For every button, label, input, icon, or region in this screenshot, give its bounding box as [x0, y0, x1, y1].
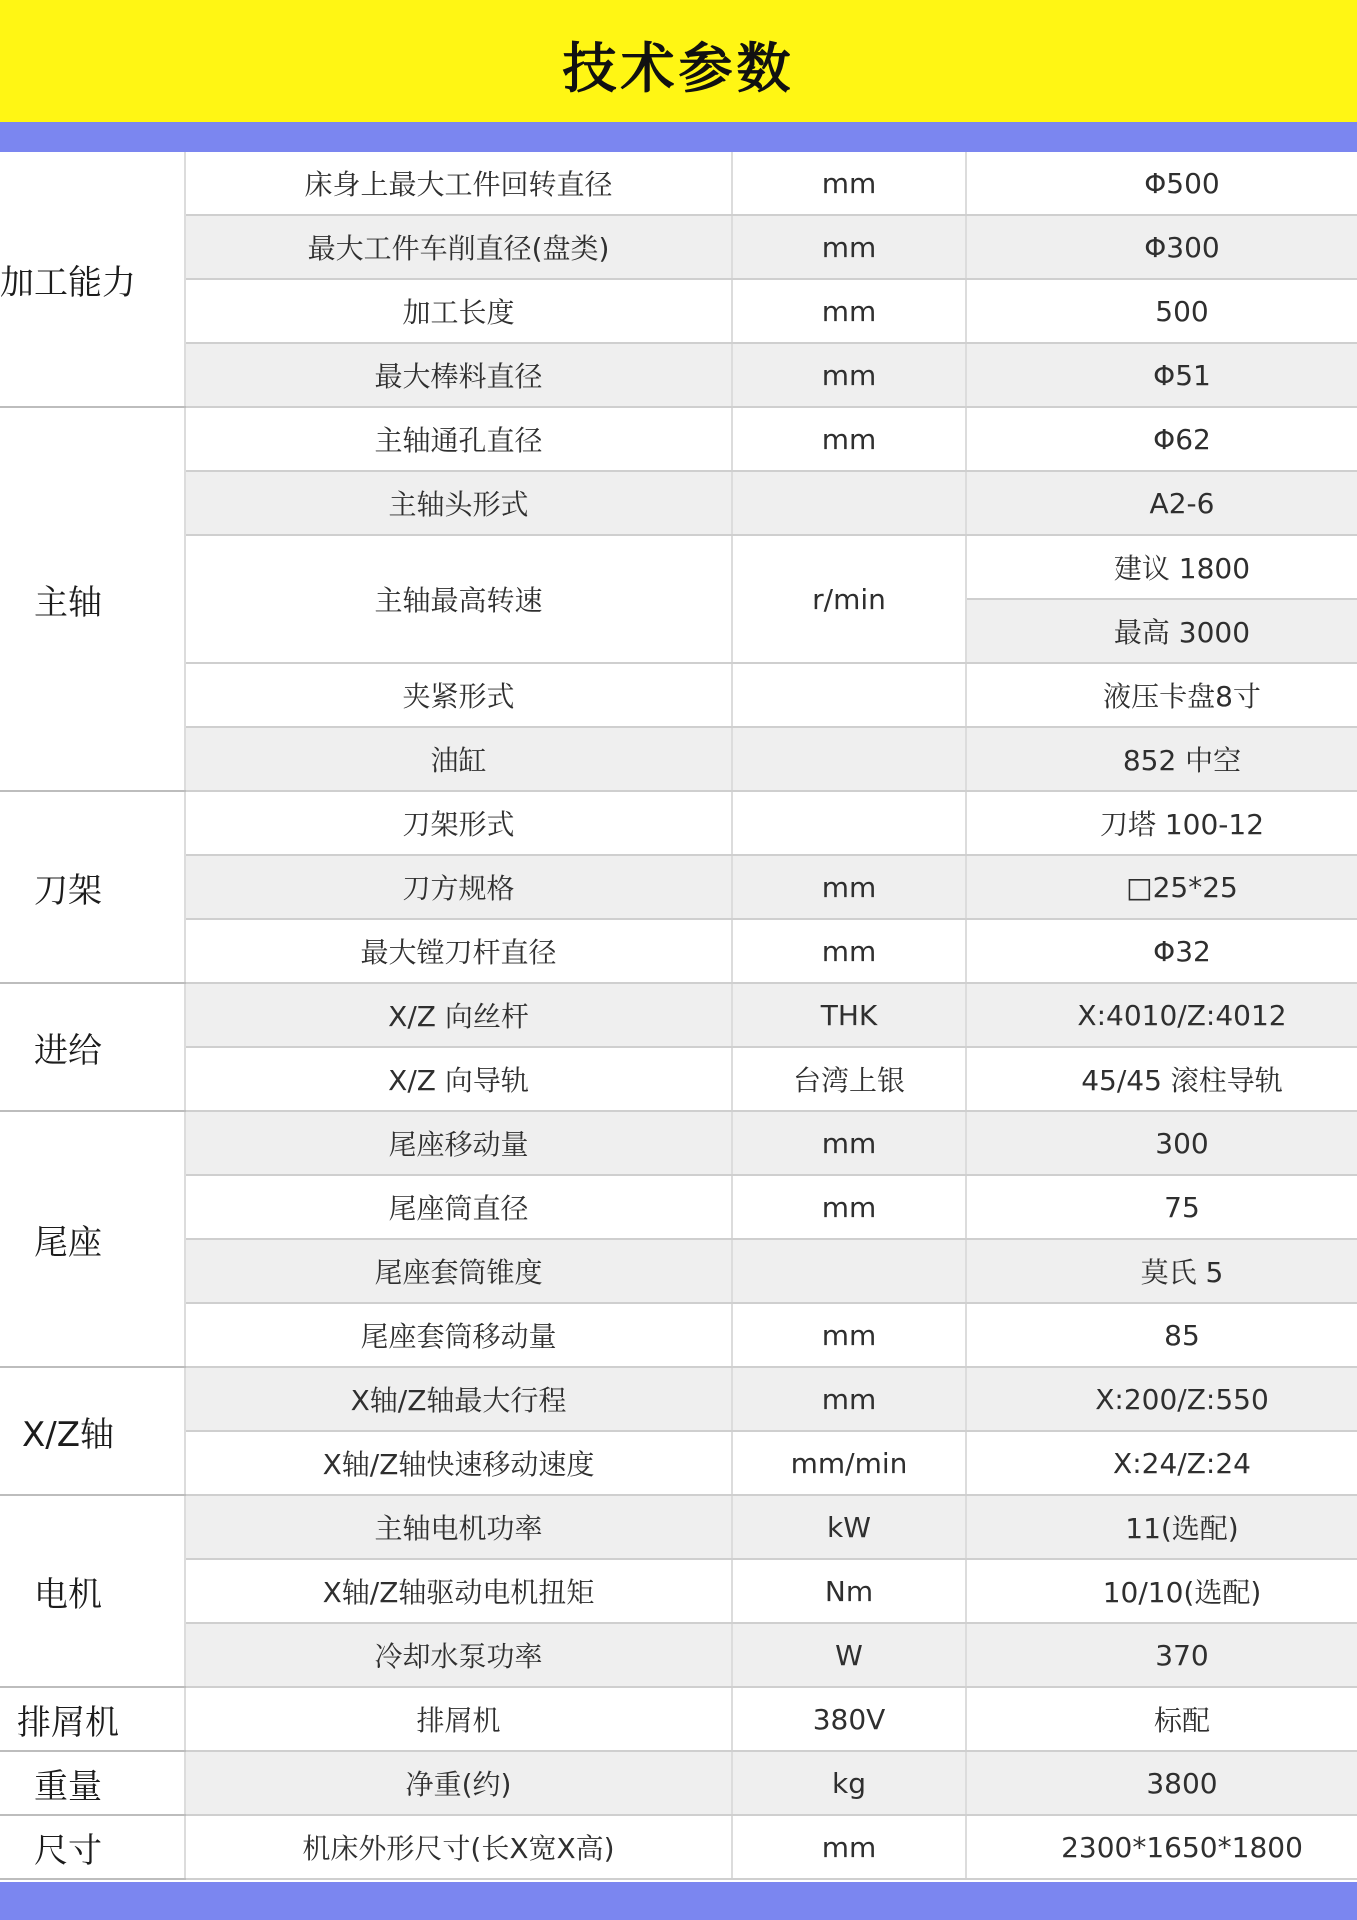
table-row: [0, 791, 1357, 855]
param-name-cell: X轴/Z轴最大行程: [185, 1367, 732, 1431]
table-row: [0, 1687, 1357, 1751]
table-row: [0, 919, 1357, 983]
unit-cell: kW: [732, 1495, 966, 1559]
unit-cell: [732, 663, 966, 727]
spec-table-container: [0, 152, 1357, 1882]
table-row: [0, 343, 1357, 407]
table-row: [0, 1175, 1357, 1239]
table-row: [0, 1047, 1357, 1111]
value-cell: □25*25: [966, 855, 1357, 919]
unit-cell: W: [732, 1623, 966, 1687]
value-cell: 建议 1800: [966, 535, 1357, 599]
param-name-cell: 尾座套筒锥度: [185, 1239, 732, 1303]
value-cell: 370: [966, 1623, 1357, 1687]
param-name-cell: 夹紧形式: [185, 663, 732, 727]
unit-cell: mm: [732, 1815, 966, 1879]
value-cell: 最高 3000: [966, 599, 1357, 663]
category-cell: [0, 1815, 185, 1879]
table-row: [0, 407, 1357, 471]
value-cell: Φ32: [966, 919, 1357, 983]
category-cell: [0, 1111, 185, 1367]
unit-cell: THK: [732, 983, 966, 1047]
unit-cell: mm: [732, 855, 966, 919]
category-cell: [0, 1687, 185, 1751]
category-label: 排屑机: [17, 1702, 119, 1743]
table-row: [0, 727, 1357, 791]
unit-cell: mm: [732, 1175, 966, 1239]
table-row: [0, 471, 1357, 535]
table-row: [0, 279, 1357, 343]
value-cell: 11(选配): [966, 1495, 1357, 1559]
unit-cell: [732, 727, 966, 791]
table-row: [0, 535, 1357, 599]
param-name-cell: 刀架形式: [185, 791, 732, 855]
value-cell: 45/45 滚柱导轨: [966, 1047, 1357, 1111]
unit-cell: Nm: [732, 1559, 966, 1623]
category-cell: [0, 983, 185, 1111]
unit-cell: kg: [732, 1751, 966, 1815]
param-name-cell: X轴/Z轴快速移动速度: [185, 1431, 732, 1495]
value-cell: 刀塔 100-12: [966, 791, 1357, 855]
param-name-cell: 排屑机: [185, 1687, 732, 1751]
param-name-cell: 尾座套筒移动量: [185, 1303, 732, 1367]
unit-cell: r/min: [732, 535, 966, 663]
category-label: 尺寸: [34, 1830, 102, 1871]
value-cell: Φ62: [966, 407, 1357, 471]
unit-cell: mm: [732, 152, 966, 215]
table-row: [0, 663, 1357, 727]
unit-cell: mm: [732, 1367, 966, 1431]
spec-table: [0, 152, 1357, 1880]
value-cell: 300: [966, 1111, 1357, 1175]
unit-cell: mm: [732, 407, 966, 471]
category-cell: [0, 1495, 185, 1687]
page-title: 技术参数: [562, 36, 795, 100]
unit-cell: mm: [732, 343, 966, 407]
table-row: [0, 1751, 1357, 1815]
table-row: [0, 215, 1357, 279]
param-name-cell: 主轴电机功率: [185, 1495, 732, 1559]
param-name-cell: 刀方规格: [185, 855, 732, 919]
bottom-divider-band: [0, 1882, 1357, 1920]
param-name-cell: X轴/Z轴驱动电机扭矩: [185, 1559, 732, 1623]
table-row: [0, 1111, 1357, 1175]
value-cell: Φ500: [966, 152, 1357, 215]
category-label: 加工能力: [0, 262, 136, 303]
param-name-cell: 主轴头形式: [185, 471, 732, 535]
value-cell: X:24/Z:24: [966, 1431, 1357, 1495]
unit-cell: mm: [732, 1303, 966, 1367]
unit-cell: mm: [732, 919, 966, 983]
category-label: 重量: [34, 1766, 102, 1807]
value-cell: 2300*1650*1800: [966, 1815, 1357, 1879]
param-name-cell: 油缸: [185, 727, 732, 791]
param-name-cell: 最大工件车削直径(盘类): [185, 215, 732, 279]
header-banner: [0, 0, 1357, 122]
unit-cell: mm: [732, 1111, 966, 1175]
table-row: [0, 1303, 1357, 1367]
category-cell: [0, 791, 185, 983]
category-label: 电机: [34, 1574, 102, 1615]
category-cell: [0, 152, 185, 407]
param-name-cell: 主轴通孔直径: [185, 407, 732, 471]
category-label: 进给: [34, 1030, 102, 1071]
category-cell: [0, 1751, 185, 1815]
value-cell: 液压卡盘8寸: [966, 663, 1357, 727]
table-row: [0, 983, 1357, 1047]
value-cell: 75: [966, 1175, 1357, 1239]
unit-cell: [732, 1239, 966, 1303]
value-cell: A2-6: [966, 471, 1357, 535]
table-row: [0, 1559, 1357, 1623]
category-label: 尾座: [34, 1222, 102, 1263]
table-row: [0, 1239, 1357, 1303]
table-row: [0, 1815, 1357, 1879]
value-cell: 852 中空: [966, 727, 1357, 791]
value-cell: Φ300: [966, 215, 1357, 279]
param-name-cell: X/Z 向丝杆: [185, 983, 732, 1047]
value-cell: 500: [966, 279, 1357, 343]
unit-cell: mm/min: [732, 1431, 966, 1495]
value-cell: X:200/Z:550: [966, 1367, 1357, 1431]
value-cell: Φ51: [966, 343, 1357, 407]
value-cell: 标配: [966, 1687, 1357, 1751]
param-name-cell: 最大镗刀杆直径: [185, 919, 732, 983]
param-name-cell: 床身上最大工件回转直径: [185, 152, 732, 215]
category-label: 主轴: [34, 582, 102, 623]
param-name-cell: 尾座移动量: [185, 1111, 732, 1175]
value-cell: 3800: [966, 1751, 1357, 1815]
top-divider-band: [0, 122, 1357, 152]
value-cell: 10/10(选配): [966, 1559, 1357, 1623]
category-cell: [0, 407, 185, 791]
unit-cell: 台湾上银: [732, 1047, 966, 1111]
category-cell: [0, 1367, 185, 1495]
table-row: [0, 152, 1357, 215]
table-row: [0, 1623, 1357, 1687]
unit-cell: mm: [732, 215, 966, 279]
param-name-cell: 最大棒料直径: [185, 343, 732, 407]
param-name-cell: 机床外形尺寸(长X宽X高): [185, 1815, 732, 1879]
unit-cell: 380V: [732, 1687, 966, 1751]
value-cell: 85: [966, 1303, 1357, 1367]
param-name-cell: 净重(约): [185, 1751, 732, 1815]
category-label: 刀架: [34, 870, 102, 911]
param-name-cell: 尾座筒直径: [185, 1175, 732, 1239]
value-cell: 莫氏 5: [966, 1239, 1357, 1303]
unit-cell: [732, 791, 966, 855]
param-name-cell: X/Z 向导轨: [185, 1047, 732, 1111]
param-name-cell: 加工长度: [185, 279, 732, 343]
table-row: [0, 855, 1357, 919]
param-name-cell: 冷却水泵功率: [185, 1623, 732, 1687]
table-row: [0, 1495, 1357, 1559]
value-cell: X:4010/Z:4012: [966, 983, 1357, 1047]
unit-cell: [732, 471, 966, 535]
table-row: [0, 1431, 1357, 1495]
table-row: [0, 1367, 1357, 1431]
param-name-cell: 主轴最高转速: [185, 535, 732, 663]
unit-cell: mm: [732, 279, 966, 343]
category-label: X/Z轴: [21, 1414, 115, 1455]
